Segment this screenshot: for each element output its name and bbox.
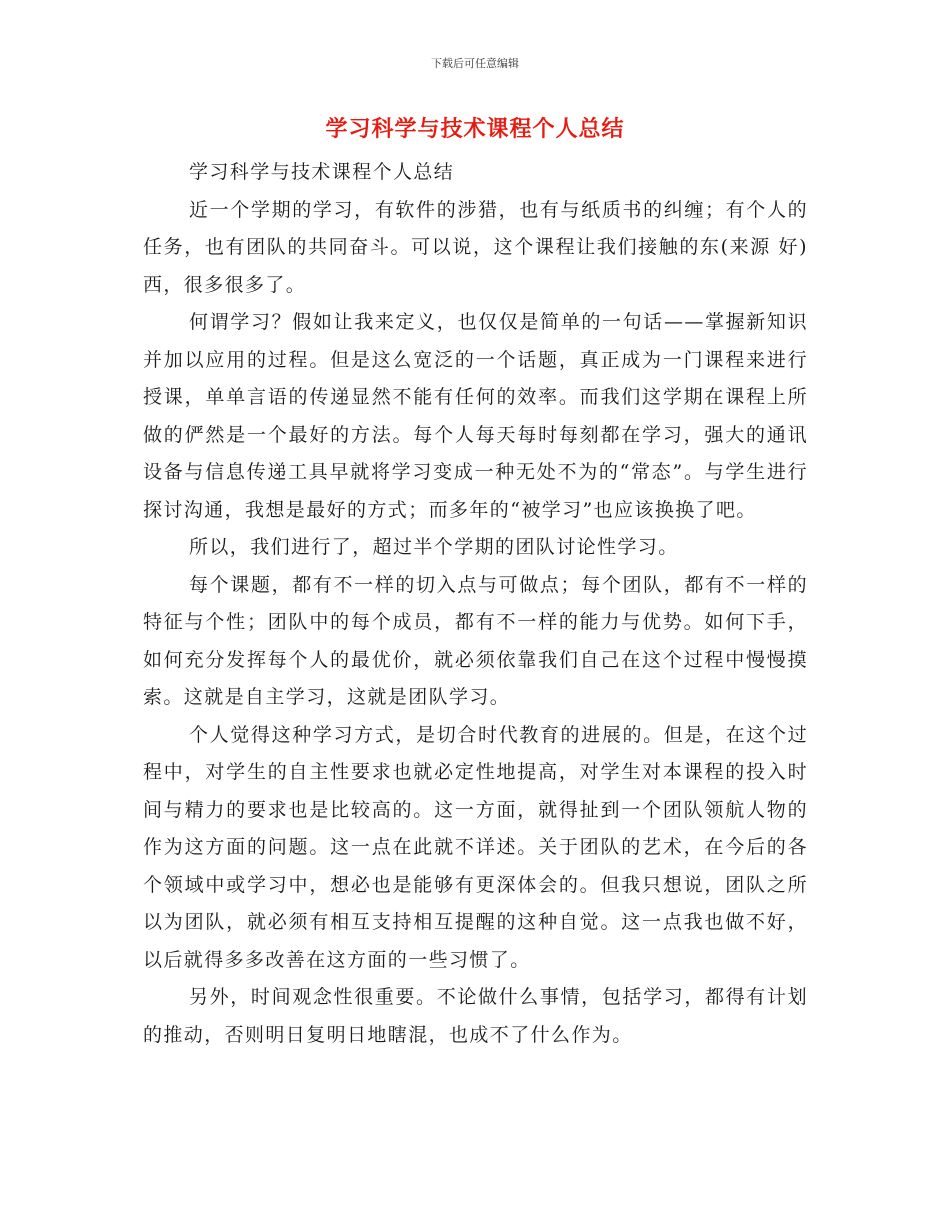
paragraph: 另外，时间观念性很重要。不论做什么事情，包括学习，都得有计划的推动，否则明日复明日地瞎混，也成不了什么作为。 [143, 986, 808, 1046]
paragraph: 何谓学习？假如让我来定义，也仅仅是简单的一句话——掌握新知识并加以应用的过程。但是这么宽泛的一个话题，真正成为一门课程来进行授课，单单言语的传递显然不能有任何的效率。而我们这学期在课程上所做的俨然是一个最好的方法。每个人每天每时每刻都在学习，强大的通讯设备与信息传递工具早就将学习变成一种无处不为的“常态”。与学生进行探讨沟通，我想是最好的方式；而多年的“被学习”也应该换换了吧。 [143, 311, 808, 521]
paragraph: 近一个学期的学习，有软件的涉猎，也有与纸质书的纠缠；有个人的任务，也有团队的共同奋斗。可以说，这个课程让我们接触的东(来源 好)西，很多很多了。 [143, 198, 808, 296]
paragraph-subtitle: 学习科学与技术课程个人总结 [189, 161, 455, 183]
paragraph: 所以，我们进行了，超过半个学期的团队讨论性学习。 [189, 536, 679, 558]
page-header-note: 下载后可任意编辑 [431, 57, 519, 70]
document-title: 学习科学与技术课程个人总结 [325, 117, 625, 142]
paragraph: 个人觉得这种学习方式，是切合时代教育的进展的。但是，在这个过程中，对学生的自主性要求也就必定性地提高，对学生对本课程的投入时间与精力的要求也是比较高的。这一方面，就得扯到一个团队领航人物的作为这方面的问题。这一点在此就不详述。关于团队的艺术，在今后的各个领域中或学习中，想必也是能够有更深体会的。但我只想说，团队之所以为团队，就必须有相互支持相互提醒的这种自觉。这一点我也做不好，以后就得多多改善在这方面的一些习惯了。 [143, 723, 808, 971]
document-body [143, 154, 808, 1054]
paragraph: 每个课题，都有不一样的切入点与可做点；每个团队，都有不一样的特征与个性；团队中的每个成员，都有不一样的能力与优势。如何下手，如何充分发挥每个人的最优价，就必须依靠我们自己在这个过程中慢慢摸索。这就是自主学习，这就是团队学习。 [143, 573, 808, 708]
